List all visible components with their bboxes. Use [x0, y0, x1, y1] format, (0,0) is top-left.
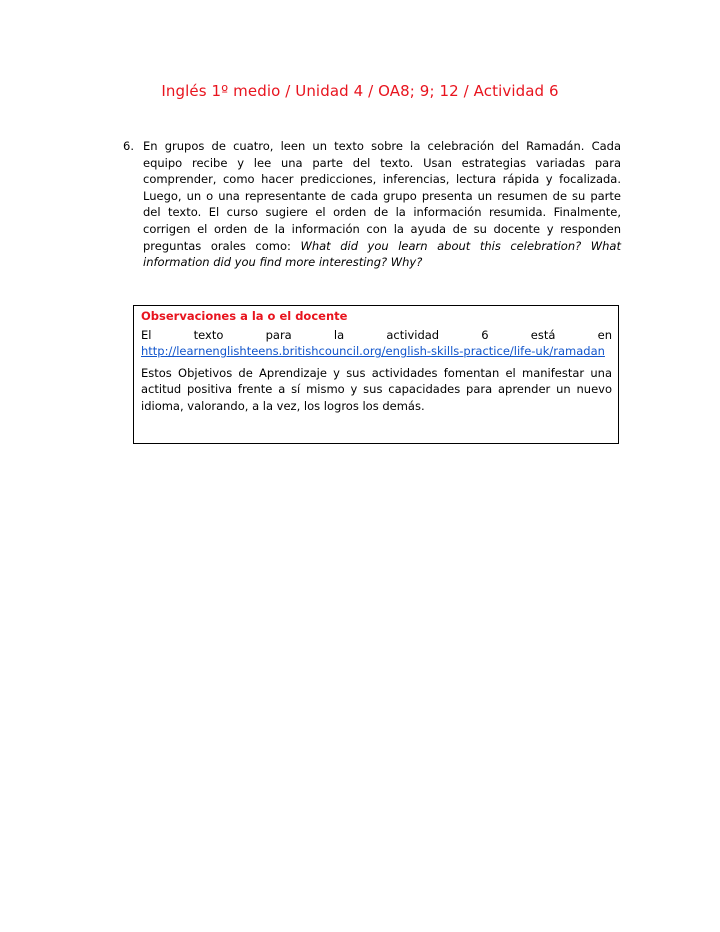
page-title: Inglés 1º medio / Unidad 4 / OA8; 9; 12 / Actividad 6 [161, 82, 559, 100]
activity-description [143, 138, 621, 271]
activity-body-text: En grupos de cuatro, leen un texto sobre la celebración del Ramadán. Cada equipo recibe y lee una parte del texto. Usan estrategias variadas para comprender, como hacer predicciones, inferencias, lectura rápida y focalizada. Luego, un o una representante de cada grupo presenta un resumen de su parte del texto. El curso sugiere el orden de la información resumida. Finalmente, corrigen el orden de la información con la ayuda de su docente y responden preguntas orales como: [143, 139, 621, 253]
notes-paragraph: Estos Objetivos de Aprendizaje y sus actividades fomentan el manifestar una actitud positiva frente a sí mismo y sus capacidades para aprender un nuevo idioma, valorando, a la vez, los logros los demás. [141, 365, 612, 413]
ramadan-text-link[interactable]: http://learnenglishteens.britishcouncil.org/english-skills-practice/life-uk/ramadan [141, 344, 605, 359]
teacher-notes-box [133, 305, 619, 444]
activity-number: 6. [123, 139, 134, 153]
activity-questions: What did you learn about this celebration? What information did you find more interesting? Why? [143, 238, 621, 270]
teacher-notes-title: Observaciones a la o el docente [141, 309, 348, 323]
activity-item [123, 138, 621, 271]
notes-link-intro: El texto para la actividad 6 está en [141, 327, 612, 342]
